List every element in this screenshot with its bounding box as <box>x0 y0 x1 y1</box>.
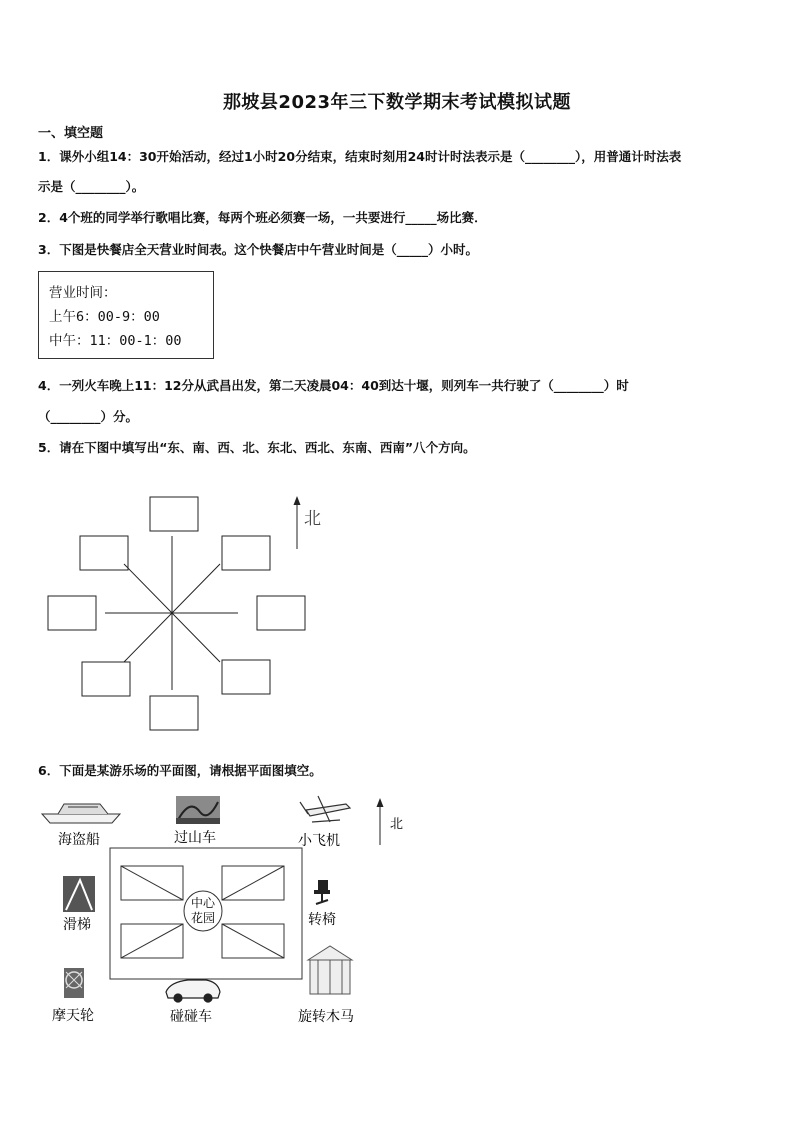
question-3: 3．下图是快餐店全天营业时间表。这个快餐店中午营业时间是（_____）小时。 <box>38 242 478 257</box>
bumper-car-label: 碰碰车 <box>170 1009 212 1025</box>
box-top[interactable] <box>150 497 198 531</box>
slide-label: 滑梯 <box>63 917 91 933</box>
pirate-ship-label: 海盗船 <box>58 832 100 848</box>
center-garden-label-2: 花园 <box>190 911 216 925</box>
box-bottom-right[interactable] <box>222 660 270 694</box>
question-2: 2．4个班的同学举行歌唱比赛，每两个班必须赛一场，一共要进行_____场比赛． <box>38 210 487 225</box>
question-4-line-1: 4．一列火车晚上11：12分从武昌出发，第二天凌晨04：40到达十堰，则列车一共行驶了（________）时 <box>38 378 629 393</box>
north-label: 北 <box>304 509 321 529</box>
bumper-car-icon <box>166 980 220 1002</box>
box-left[interactable] <box>48 596 96 630</box>
question-1-line-2: 示是（________）。 <box>38 179 145 194</box>
roller-coaster-icon <box>176 796 220 824</box>
roller-coaster-label: 过山车 <box>174 830 216 846</box>
box-right[interactable] <box>257 596 305 630</box>
hours-heading: 营业时间： <box>49 285 117 301</box>
slide-icon <box>63 876 95 912</box>
section-heading: 一、填空题 <box>38 126 104 141</box>
ferris-wheel-label: 摩天轮 <box>52 1008 94 1024</box>
pirate-ship-icon <box>42 804 120 823</box>
small-plane-label: 小飞机 <box>298 833 340 849</box>
carousel-icon <box>308 946 352 994</box>
direction-diagram <box>0 480 400 740</box>
ferris-wheel-icon <box>64 968 84 998</box>
box-top-left[interactable] <box>80 536 128 570</box>
center-garden-label-1: 中心 <box>190 896 216 910</box>
map-north-arrowhead-icon <box>377 798 384 807</box>
box-bottom[interactable] <box>150 696 198 730</box>
amusement-park-map <box>0 790 420 1035</box>
box-top-right[interactable] <box>222 536 270 570</box>
hours-noon: 中午：11：00-1：00 <box>49 333 182 349</box>
business-hours-box <box>38 271 214 359</box>
carousel-label: 旋转木马 <box>298 1009 354 1025</box>
small-plane-icon <box>300 796 350 822</box>
question-4-line-2: （________）分。 <box>38 409 139 424</box>
question-6: 6．下面是某游乐场的平面图，请根据平面图填空。 <box>38 763 322 778</box>
question-1-line-1: 1．课外小组14：30开始活动，经过1小时20分结束，结束时刻用24时计时法表示是（________），用普通计时法表 <box>38 149 682 164</box>
page-title: 那坡县2023年三下数学期末考试模拟试题 <box>222 92 572 113</box>
hours-morning: 上午6：00-9：00 <box>49 309 160 325</box>
spinning-chair-label: 转椅 <box>308 912 336 928</box>
north-arrowhead-icon <box>294 496 301 505</box>
box-bottom-left[interactable] <box>82 662 130 696</box>
spinning-chair-icon <box>314 880 330 904</box>
map-north-label: 北 <box>390 817 404 832</box>
question-5: 5．请在下图中填写出“东、南、西、北、东北、西北、东南、西南”八个方向。 <box>38 440 476 455</box>
